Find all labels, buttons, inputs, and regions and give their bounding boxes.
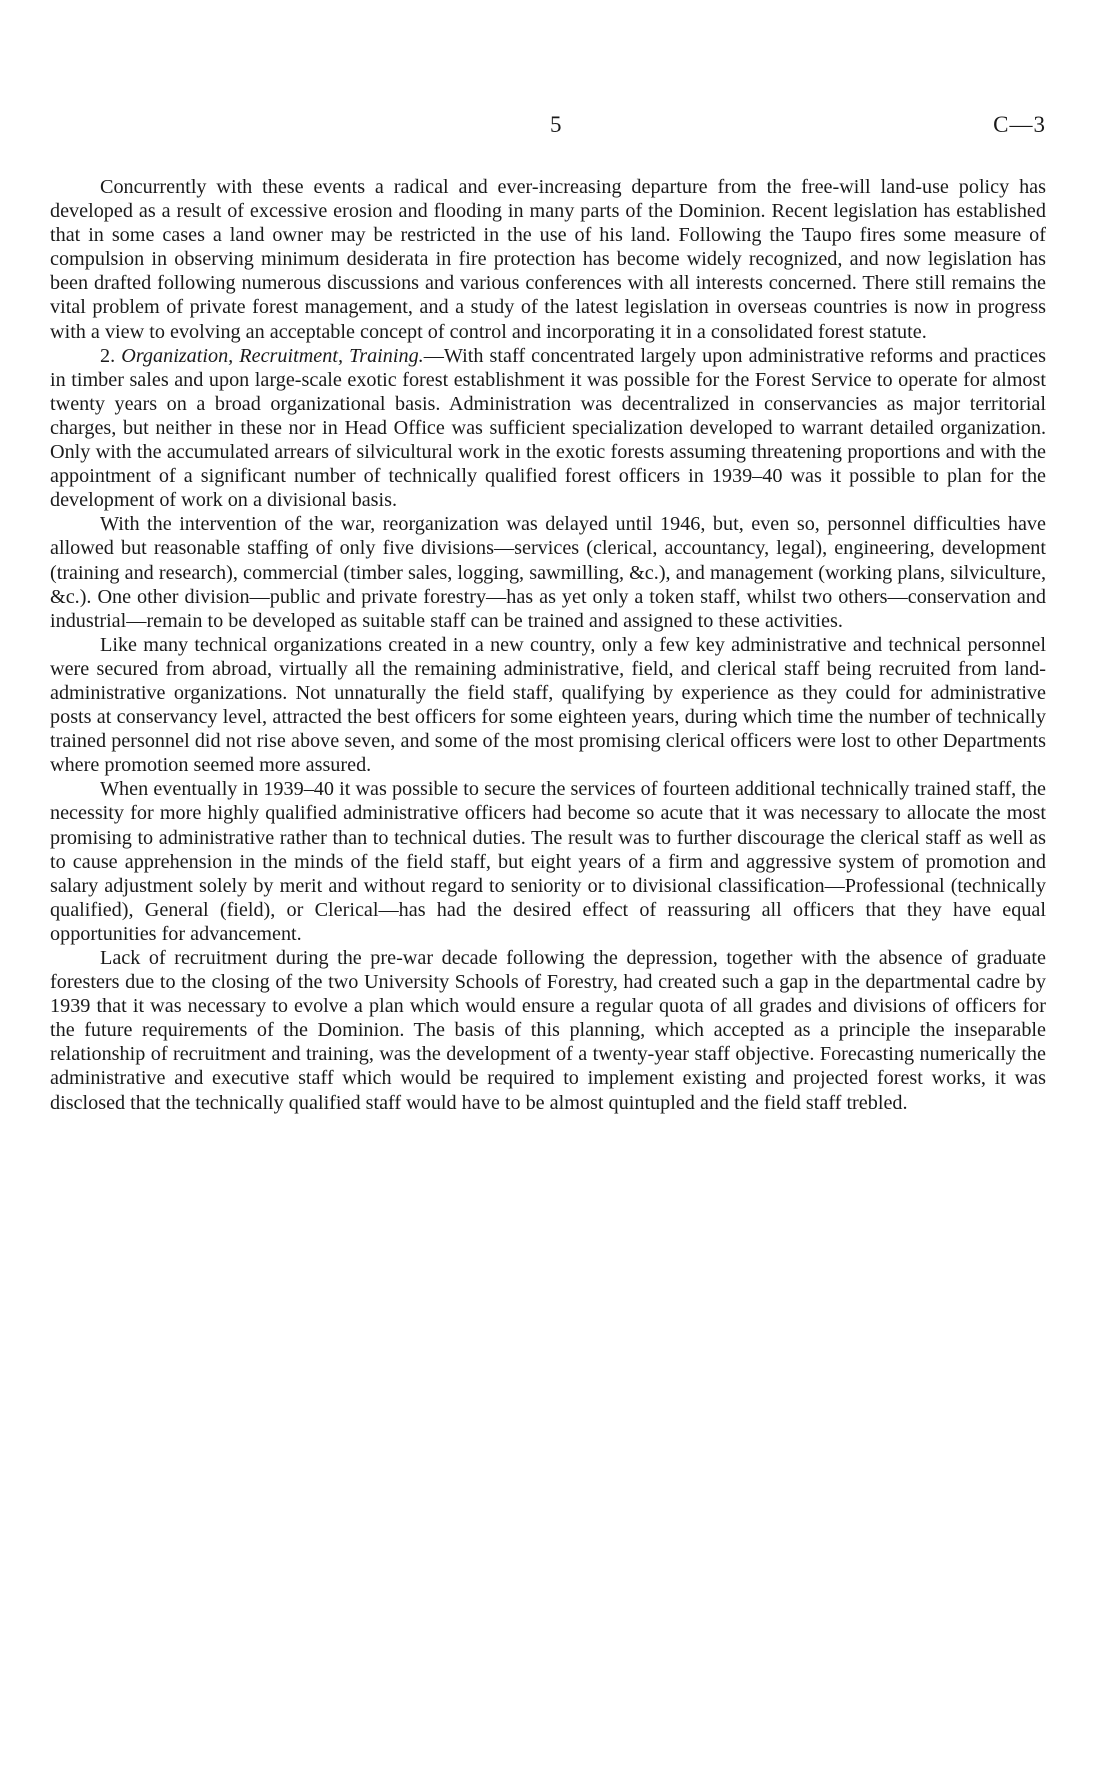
section-heading: Organization, Recruitment, Training. (121, 344, 424, 367)
paragraph-text: Concurrently with these events a radical and ever-increasing departure from the free-will land-use policy has developed as a result of excessive erosion and flooding in many parts of the Dominion. Recent legislation has established that in some cases a land owner may be restricted in the use of his land. Following the Taupo fires some measure of compulsion in observing minimum desiderata in fire protection has become widely recognized, and now legislation has been drafted following numerous discussions and various conferences with all interests concerned. There still remains the vital problem of private forest management, and a study of the latest legislation in overseas countries is now in progress with a view to evolving an acceptable concept of control and incorporating it in a consolidated forest statute. (50, 176, 1046, 343)
paragraph-war-reorganization (50, 512, 1046, 632)
body-text (50, 175, 1046, 1115)
paragraph-text: Lack of recruitment during the pre-war decade following the depression, together with the absence of graduate foresters due to the closing of the two University Schools of Forestry, had created such a gap in the departmental cadre by 1939 that it was necessary to evolve a plan which would ensure a regular quota of all grades and divisions of officers for the future requirements of the Dominion. The basis of this planning, which accepted as a principle the inseparable relationship of recruitment and training, was the development of a twenty-year staff objective. Forecasting numerically the administrative and executive staff which would be required to implement existing and projected forest works, it was disclosed that the technically qualified staff would have to be almost quintupled and the field staff trebled. (50, 947, 1046, 1114)
paragraph-text: Like many technical organizations created in a new country, only a few key administrative and technical personnel were secured from abroad, virtually all the remaining administrative, field, and clerical staff being recruited from land-administrative organizations. Not unnaturally the field staff, qualifying by experience as they could for administrative posts at conservancy level, attracted the best officers for some eighteen years, during which time the number of technically trained personnel did not rise above seven, and some of the most promising clerical officers were lost to other Departments where promotion seemed more assured. (50, 633, 1046, 777)
paragraph-technical-organizations (50, 633, 1046, 778)
document-reference: C—3 (993, 112, 1046, 137)
paragraph-concurrently (50, 175, 1046, 344)
paragraph-organization (50, 344, 1046, 513)
paragraph-recruitment (50, 946, 1046, 1115)
page-number: 5 (550, 112, 562, 137)
paragraph-fourteen-staff (50, 777, 1046, 946)
paragraph-text: When eventually in 1939–40 it was possible to secure the services of fourteen additional technically trained staff, the necessity for more highly qualified administrative officers had become so acute that it was necessary to allocate the most promising to administrative rather than to technical duties. The result was to further discourage the clerical staff as well as to cause apprehension in the minds of the field staff, but eight years of a firm and aggressive system of promotion and salary adjustment solely by merit and without regard to seniority or to divisional classification—Professional (technically qualified), General (field), or Clerical—has had the desired effect of reassuring all officers that they have equal opportunities for advancement. (50, 778, 1046, 945)
paragraph-text: —With staff concentrated largely upon administrative reforms and practices in timber sales and upon large-scale exotic forest establishment it was possible for the Forest Service to operate for almost twenty years on a broad organizational basis. Administration was decentralized in conservancies as major territorial charges, but neither in these nor in Head Office was sufficient specialization developed to warrant detailed organization. Only with the accumulated arrears of silvicultural work in the exotic forests assuming threatening proportions and with the appointment of a significant number of technically qualified forest officers in 1939–40 was it possible to plan for the development of work on a divisional basis. (50, 344, 1047, 512)
paragraph-text: With the intervention of the war, reorganization was delayed until 1946, but, even so, personnel difficulties have allowed but reasonable staffing of only five divisions—services (clerical, accountancy, legal), engineering, development (training and research), commercial (timber sales, logging, sawmilling, &c.), and management (working plans, silviculture, &c.). One other division—public and private forestry—has as yet only a token staff, whilst two others—conservation and industrial—remain to be developed as suitable staff can be trained and assigned to these activities. (50, 513, 1046, 632)
section-number: 2. (100, 344, 116, 367)
page-header (50, 112, 1046, 144)
